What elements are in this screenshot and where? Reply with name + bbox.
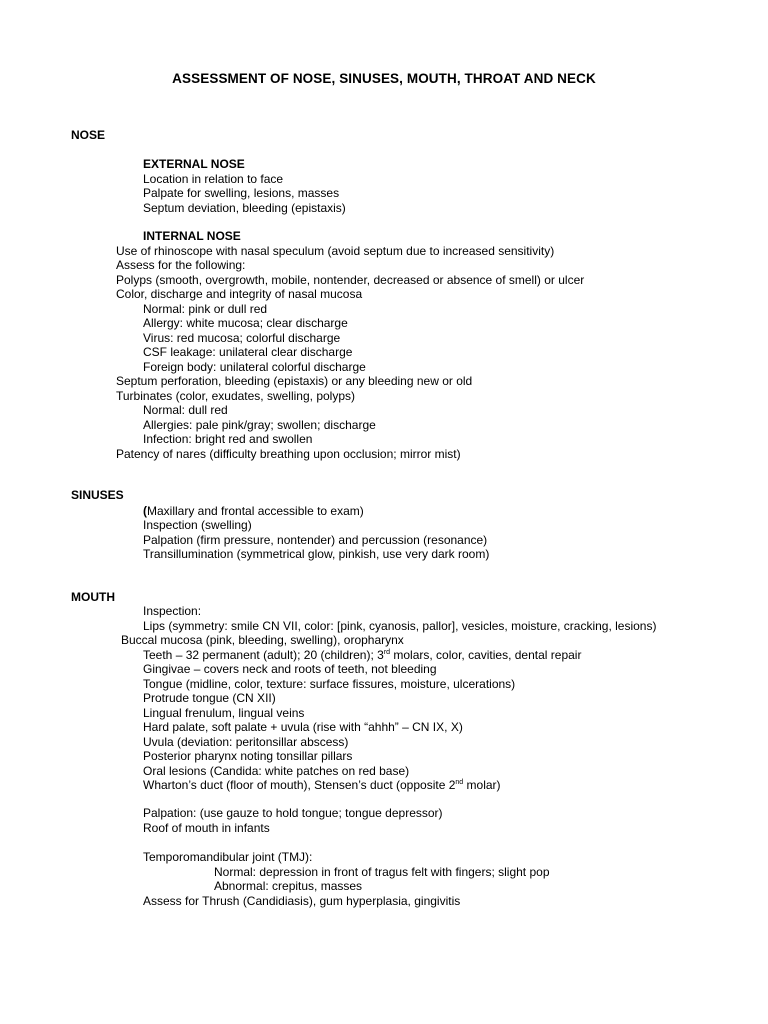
internal-nose-line: Assess for the following: <box>116 258 246 272</box>
palpation-line: Palpation: (use gauze to hold tongue; tongue depressor) <box>143 806 443 820</box>
inspection-label: Inspection: <box>143 604 202 618</box>
mouth-inspection-list <box>143 648 581 793</box>
sinuses-item: Transillumination (symmetrical glow, pinkish, use very dark room) <box>143 547 490 561</box>
internal-nose-line: Use of rhinoscope with nasal speculum (avoid septum due to increased sensitivity) <box>116 243 555 258</box>
wharton-superscript: nd <box>455 779 464 786</box>
external-nose-item: Location in relation to face <box>143 171 284 186</box>
palpation-section <box>143 806 443 835</box>
mucosa-item: Allergy: white mucosa; clear discharge <box>143 316 348 330</box>
sinuses-first-line <box>143 504 489 519</box>
teeth-text: Teeth – 32 permanent (adult); 20 (children); 3 <box>143 647 384 662</box>
open-paren: ( <box>143 503 147 518</box>
mouth-item: Tongue (midline, color, texture: surface fissures, moisture, ulcerations) <box>143 676 516 691</box>
page-title: ASSESSMENT OF NOSE, SINUSES, MOUTH, THROAT AND NECK <box>172 71 596 86</box>
sinuses-item: Inspection (swelling) <box>143 518 252 532</box>
sinuses-section <box>143 504 489 562</box>
tmj-abnormal-line: Abnormal: crepitus, masses <box>214 879 363 893</box>
mouth-item: Protrude tongue (CN XII) <box>143 691 276 705</box>
patency-line: Patency of nares (difficulty breathing upon occlusion; mirror mist) <box>116 446 461 461</box>
nose-heading: NOSE <box>71 128 106 142</box>
teeth-line <box>143 648 581 663</box>
internal-nose-line: Color, discharge and integrity of nasal mucosa <box>116 287 363 301</box>
wharton-text: Wharton’s duct (floor of mouth), Stensen’s duct (opposite 2 <box>143 778 456 792</box>
mucosa-item: CSF leakage: unilateral clear discharge <box>143 345 353 359</box>
tmj-normal-line: Normal: depression in front of tragus felt with fingers; slight pop <box>214 864 550 879</box>
mouth-inspection-top <box>143 604 656 633</box>
external-nose-heading: EXTERNAL NOSE <box>143 157 245 171</box>
wharton-line <box>143 778 581 793</box>
mucosa-item: Normal: pink or dull red <box>143 301 268 316</box>
buccal-line: Buccal mucosa (pink, bleeding, swelling), oropharynx <box>121 633 404 647</box>
mucosa-item: Foreign body: unilateral colorful discharge <box>143 359 366 374</box>
wharton-text-end: molar) <box>463 778 501 792</box>
mucosa-item: Virus: red mucosa; colorful discharge <box>143 330 341 345</box>
turbinates-list <box>116 403 584 447</box>
turbinates-line: Turbinates (color, exudates, swelling, polyps) <box>116 388 356 403</box>
mouth-heading: MOUTH <box>71 590 115 604</box>
lips-line: Lips (symmetry: smile CN VII, color: [pink, cyanosis, pallor], vesicles, moisture, cracking, lesions) <box>143 618 657 633</box>
roof-line: Roof of mouth in infants <box>143 820 270 835</box>
internal-nose-heading <box>143 229 241 244</box>
internal-nose-line: Polyps (smooth, overgrowth, mobile, nontender, decreased or absence of smell) or ulcer <box>116 272 585 287</box>
turbinates-item: Infection: bright red and swollen <box>143 432 313 446</box>
tmj-line: Temporomandibular joint (TMJ): <box>143 850 313 864</box>
buccal-line-wrap <box>121 633 404 648</box>
turbinates-item: Normal: dull red <box>143 403 228 417</box>
external-nose-item: Septum deviation, bleeding (epistaxis) <box>143 200 346 215</box>
teeth-superscript: rd <box>383 648 391 656</box>
mouth-item: Posterior pharynx noting tonsillar pillars <box>143 749 353 763</box>
external-nose-item: Palpate for swelling, lesions, masses <box>143 186 340 200</box>
mouth-item: Lingual frenulum, lingual veins <box>143 705 305 720</box>
teeth-text-end: molars, color, cavities, dental repair <box>390 647 582 662</box>
internal-nose-heading-text: INTERNAL NOSE <box>143 229 241 243</box>
mucosa-list <box>116 302 584 375</box>
septum-line: Septum perforation, bleeding (epistaxis) or any bleeding new or old <box>116 374 473 388</box>
external-nose-section <box>143 157 346 215</box>
turbinates-item: Allergies: pale pink/gray; swollen; discharge <box>143 417 376 432</box>
mouth-item: Oral lesions (Candida: white patches on red base) <box>143 763 410 778</box>
thrush-line: Assess for Thrush (Candidiasis), gum hyperplasia, gingivitis <box>143 893 461 908</box>
mouth-item: Gingivae – covers neck and roots of teeth, not bleeding <box>143 662 437 676</box>
mouth-item: Uvula (deviation: peritonsillar abscess) <box>143 734 349 749</box>
sinuses-heading: SINUSES <box>71 488 124 502</box>
sinuses-first-text: Maxillary and frontal accessible to exam) <box>147 503 364 518</box>
sinuses-item: Palpation (firm pressure, nontender) and percussion (resonance) <box>143 532 488 547</box>
mouth-item: Hard palate, soft palate + uvula (rise with “ahhh” – CN IX, X) <box>143 720 463 734</box>
tmj-section <box>143 850 550 908</box>
internal-nose-section <box>116 244 584 462</box>
